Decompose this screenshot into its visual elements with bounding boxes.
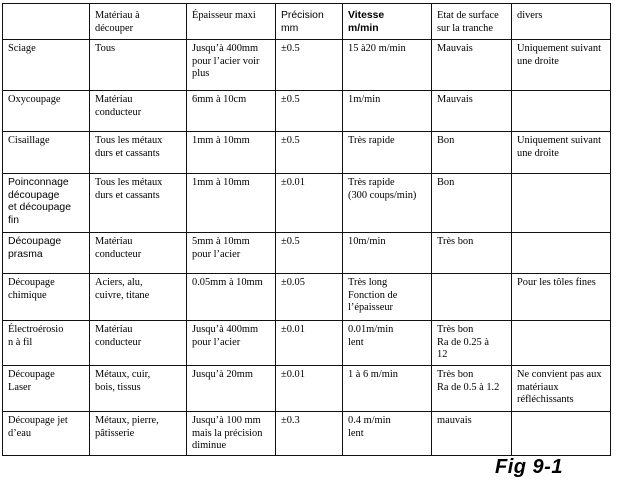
table-cell: ±0.05 bbox=[276, 274, 343, 321]
table-cell: Métaux, cuir, bois, tissus bbox=[90, 366, 187, 412]
table-cell: Jusqu’à 400mm pour l’acier voir plus bbox=[187, 40, 276, 91]
table-cell: 1m/min bbox=[343, 91, 432, 132]
table-cell: Matériau conducteur bbox=[90, 91, 187, 132]
table-cell: Aciers, alu, cuivre, titane bbox=[90, 274, 187, 321]
table-cell: Cisaillage bbox=[3, 132, 90, 174]
table-cell: 0.4 m/min lent bbox=[343, 412, 432, 456]
table-row bbox=[3, 91, 611, 132]
table-cell: Uniquement suivant une droite bbox=[512, 132, 611, 174]
table-cell: Découpage jet d’eau bbox=[3, 412, 90, 456]
table-cell: Bon bbox=[432, 132, 512, 174]
table-cell bbox=[512, 321, 611, 366]
table-cell: 15 à20 m/min bbox=[343, 40, 432, 91]
table-row bbox=[3, 233, 611, 274]
table-cell: 5mm à 10mm pour l’acier bbox=[187, 233, 276, 274]
table-cell: ±0.01 bbox=[276, 321, 343, 366]
header-row bbox=[3, 4, 611, 40]
table-cell: ±0.3 bbox=[276, 412, 343, 456]
table-cell: ±0.5 bbox=[276, 233, 343, 274]
table-cell: ±0.5 bbox=[276, 91, 343, 132]
table-cell: Sciage bbox=[3, 40, 90, 91]
table-cell: Très rapide bbox=[343, 132, 432, 174]
table-cell bbox=[512, 91, 611, 132]
table-cell: Découpage prasma bbox=[3, 233, 90, 274]
header-cell: Précision mm bbox=[276, 4, 343, 40]
table-cell: Découpage chimique bbox=[3, 274, 90, 321]
table-row bbox=[3, 132, 611, 174]
table-cell: Uniquement suivant une droite bbox=[512, 40, 611, 91]
table-cell: Découpage Laser bbox=[3, 366, 90, 412]
table-row bbox=[3, 174, 611, 233]
table-cell: mauvais bbox=[432, 412, 512, 456]
table-cell: 0.05mm à 10mm bbox=[187, 274, 276, 321]
table-cell: Pour les tôles fines bbox=[512, 274, 611, 321]
table-cell: ±0.5 bbox=[276, 132, 343, 174]
table-cell bbox=[432, 274, 512, 321]
table-cell: Mauvais bbox=[432, 91, 512, 132]
table-row bbox=[3, 321, 611, 366]
table-cell: Jusqu’à 20mm bbox=[187, 366, 276, 412]
table-cell: 1mm à 10mm bbox=[187, 174, 276, 233]
table-cell: ±0.01 bbox=[276, 174, 343, 233]
table-cell bbox=[512, 412, 611, 456]
table-cell: Très bon bbox=[432, 233, 512, 274]
header-cell: Épaisseur maxi bbox=[187, 4, 276, 40]
table-cell: 6mm à 10cm bbox=[187, 91, 276, 132]
table-cell: Matériau conducteur bbox=[90, 233, 187, 274]
table-cell: Mauvais bbox=[432, 40, 512, 91]
table-cell: 0.01m/min lent bbox=[343, 321, 432, 366]
table-cell: Tous bbox=[90, 40, 187, 91]
table-cell: Matériau conducteur bbox=[90, 321, 187, 366]
header-cell: Vitesse m/min bbox=[343, 4, 432, 40]
header-cell: Etat de surface sur la tranche bbox=[432, 4, 512, 40]
table-cell: 1 à 6 m/min bbox=[343, 366, 432, 412]
table-cell: 1mm à 10mm bbox=[187, 132, 276, 174]
table-cell: Très long Fonction de l’épaisseur bbox=[343, 274, 432, 321]
header-cell bbox=[3, 4, 90, 40]
table-cell: Oxycoupage bbox=[3, 91, 90, 132]
table-cell: Tous les métaux durs et cassants bbox=[90, 132, 187, 174]
table-cell: Métaux, pierre, pâtisserie bbox=[90, 412, 187, 456]
table-cell: Ne convient pas aux matériaux réfléchissants bbox=[512, 366, 611, 412]
table-cell bbox=[512, 174, 611, 233]
table-cell bbox=[512, 233, 611, 274]
cutting-methods-table bbox=[2, 3, 611, 456]
table-cell: Très rapide (300 coups/min) bbox=[343, 174, 432, 233]
table-cell: ±0.01 bbox=[276, 366, 343, 412]
cutting-methods-table-wrap bbox=[2, 3, 611, 456]
header-cell: divers bbox=[512, 4, 611, 40]
table-cell: Tous les métaux durs et cassants bbox=[90, 174, 187, 233]
table-row bbox=[3, 412, 611, 456]
table-cell: Jusqu’à 400mm pour l’acier bbox=[187, 321, 276, 366]
table-row bbox=[3, 40, 611, 91]
table-cell: ±0.5 bbox=[276, 40, 343, 91]
header-cell: Matériau à découper bbox=[90, 4, 187, 40]
table-cell: Électroérosio n à fil bbox=[3, 321, 90, 366]
table-cell: Poinconnage découpage et découpage fin bbox=[3, 174, 90, 233]
table-row bbox=[3, 366, 611, 412]
table-row bbox=[3, 274, 611, 321]
table-cell: Très bon Ra de 0.5 à 1.2 bbox=[432, 366, 512, 412]
table-cell: 10m/min bbox=[343, 233, 432, 274]
table-cell: Jusqu’à 100 mm mais la précision diminue bbox=[187, 412, 276, 456]
table-cell: Très bon Ra de 0.25 à 12 bbox=[432, 321, 512, 366]
table-cell: Bon bbox=[432, 174, 512, 233]
figure-caption: Fig 9-1 bbox=[495, 456, 563, 478]
